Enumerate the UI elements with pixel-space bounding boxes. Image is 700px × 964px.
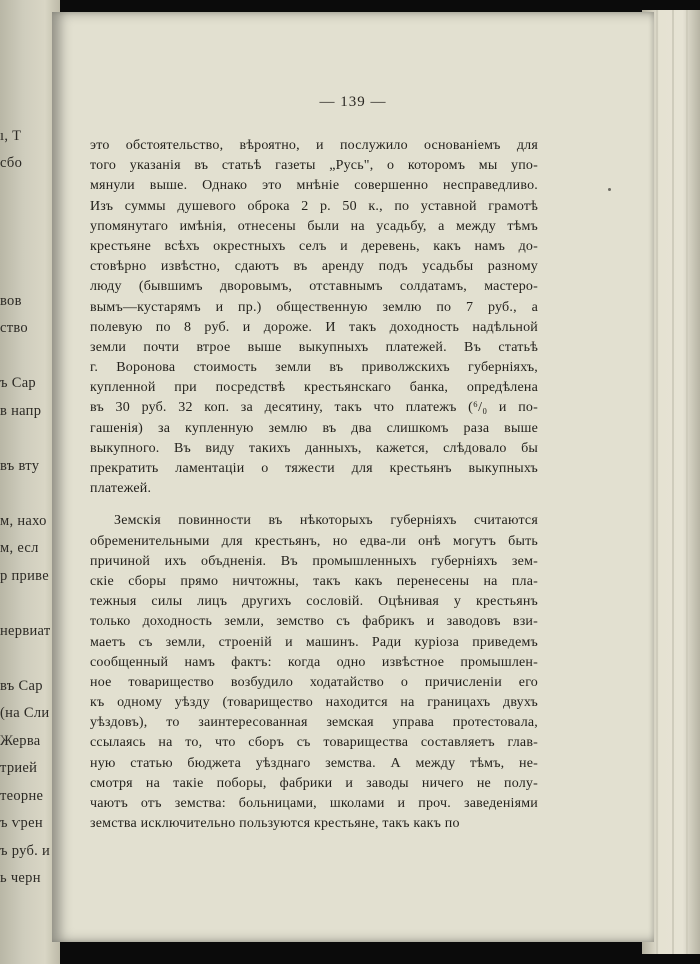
text-line: ное товарищество возбудило ходатайство о причисленіи его	[90, 674, 538, 690]
facing-page-fragment: Жерва	[0, 732, 41, 749]
text-line: Земскія повинности въ нѣкоторыхъ губерніяхъ считаются	[114, 513, 538, 529]
facing-page-fragment	[0, 343, 60, 371]
text-line: ную статью бюджета уѣзднаго земства. А между тѣмъ, не-	[90, 755, 538, 771]
text-line: смотря на такіе поборы, фабрики и заводы ничего не полу-	[90, 775, 538, 791]
text-line: къ одному уѣзду (товарищество находится на границахъ двухъ	[90, 695, 538, 711]
text-line: вымъ—кустарямъ и пр.) общественную землю по 7 руб., а	[90, 299, 538, 315]
facing-page-fragment: вов	[0, 292, 22, 309]
paragraph-1	[90, 136, 538, 499]
facing-page-fragment: ъ ѵрен	[0, 815, 43, 831]
text-line: это обстоятельство, вѣроятно, и послужило основаніемъ для	[90, 138, 538, 153]
facing-page-fragment: въ вту	[0, 457, 40, 474]
facing-page-fragment	[0, 590, 60, 618]
facing-page-fragment	[0, 233, 60, 261]
text-line: уѣздовъ), то заинтересованная земская управа протестовала,	[90, 715, 538, 731]
facing-page-fragment: м, есл	[0, 540, 39, 556]
text-line: платежей.	[90, 481, 152, 497]
facing-page-fragment: ь черн	[0, 870, 41, 886]
facing-page-fragment: ство	[0, 320, 28, 336]
facing-page-fragment: въ Сар	[0, 677, 43, 694]
text-line: только доходность земли, земство съ фабрикъ и заводовъ взи-	[90, 614, 538, 630]
facing-page-fragment: м, нахо	[0, 512, 47, 529]
facing-page-fragment: теорне	[0, 787, 44, 804]
text-line: купленной при посредствѣ крестьянскаго банка, опредѣлена	[90, 380, 538, 396]
text-line: причиной ихъ объдненія. Въ промышленныхъ губерніяхъ зем-	[90, 553, 538, 569]
facing-page-fragment	[0, 480, 60, 508]
facing-page-fragment: ъ руб. и	[0, 842, 51, 859]
text-line: упомянутаго имѣнія, отнесены были на усадьбу, а между тѣмъ	[90, 218, 538, 234]
text-line: маетъ съ земли, строеній и машинъ. Ради куріоза приведемъ	[90, 634, 538, 650]
text-line: г. Воронова стоимость земли въ приволжскихъ губерніяхъ,	[90, 360, 538, 376]
page-body-text	[90, 136, 538, 834]
facing-page-fragment	[0, 645, 60, 673]
page-number: — 139 —	[319, 94, 387, 110]
facing-page-fragment: сбо	[0, 155, 23, 171]
facing-page-fragment: в напр	[0, 402, 42, 419]
text-line: земства исключительно пользуются крестьяне, такъ какъ по	[90, 816, 460, 832]
text-line: тежныя силы лицъ другихъ сословій. Оцѣнивая у крестьянъ	[90, 594, 538, 610]
text-line: Изъ суммы душевого оброка 2 р. 50 к., по уставной грамотѣ	[90, 198, 538, 214]
facing-page-fragment: ı, Т	[0, 127, 22, 144]
facing-page-fragment	[0, 178, 60, 206]
text-line: крестьяне всѣхъ окрестныхъ селъ и деревень, какъ намъ до-	[90, 238, 538, 254]
facing-page-fragment: трией	[0, 760, 38, 776]
facing-page-fragment	[0, 260, 60, 288]
facing-page-fragment	[0, 425, 60, 453]
facing-page-fragment: нервиат	[0, 622, 51, 639]
text-line: того указанія въ статьѣ газеты „Русь", о которомъ мы упо-	[90, 158, 538, 174]
text-line: сообщенный намъ фактъ: когда одно извѣстное промышлен-	[90, 654, 538, 670]
text-line: стовѣрно извѣстно, сдаютъ въ аренду подъ усадьбы разному	[90, 259, 538, 275]
text-line: мянули выше. Однако это мнѣніе совершенно несправедливо.	[90, 178, 538, 194]
text-line: люду (бывшимъ дворовымъ, отставнымъ солдатамъ, мастеро-	[90, 279, 538, 295]
text-line: обременительными для крестьянъ, но едва-ли онѣ могутъ быть	[90, 533, 538, 549]
text-line: гашенія) за купленную землю въ два слишкомъ раза выше	[90, 420, 538, 436]
facing-page-fragment	[0, 205, 60, 233]
paper-speck	[608, 188, 611, 191]
text-line: скіе сборы прямо ничтожны, такъ какъ перенесены на пла-	[90, 573, 538, 589]
facing-page-fragment	[0, 95, 60, 123]
text-line: ссылаясь на то, что сборъ съ товарищества составляетъ глав-	[90, 735, 538, 751]
facing-page-fragment: (на Сли	[0, 705, 50, 721]
facing-page-fragment: ъ Сар	[0, 375, 36, 391]
text-line: выкупного. Въ виду такихъ данныхъ, кажется, слѣдовало бы	[90, 440, 538, 456]
text-line: въ 30 руб. 32 коп. за десятину, такъ что платежъ (⁶/₀ и по-	[90, 400, 538, 416]
book-page	[52, 12, 654, 942]
text-line: земли почти втрое выше выкупныхъ платежей. Въ статьѣ	[90, 339, 538, 355]
facing-page-edge	[0, 0, 60, 964]
facing-page-text-fragments	[0, 40, 60, 893]
facing-page-fragment: р приве	[0, 567, 49, 584]
text-line: полевую по 8 руб. и дороже. И такъ доходность надѣльной	[90, 319, 538, 335]
text-line: чаютъ отъ земства: больницами, школами и проч. заведеніями	[90, 796, 538, 811]
text-line: прекратить ламентаціи о тяжести для крестьянъ выкупныхъ	[90, 461, 538, 476]
paragraph-2	[90, 511, 538, 834]
facing-page-fragment	[0, 40, 60, 68]
facing-page-fragment	[0, 68, 60, 96]
